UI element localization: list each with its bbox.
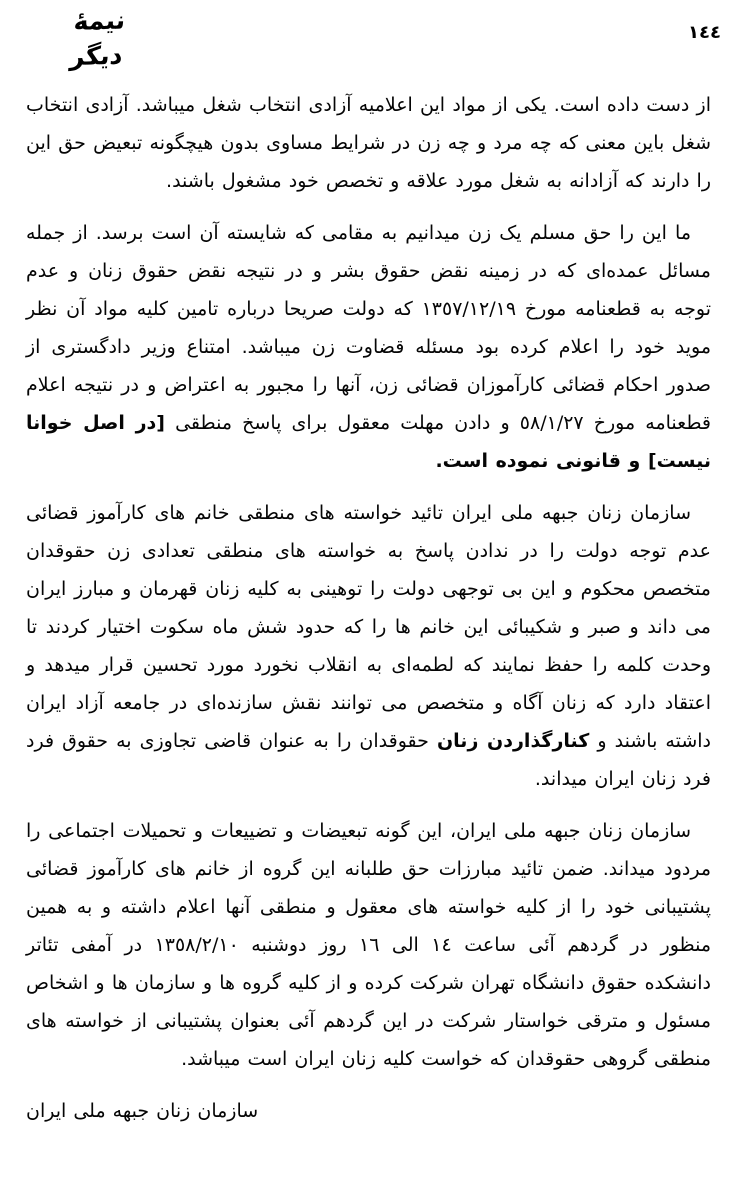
signature-line: سازمان زنان جبهه ملی ایران xyxy=(26,1100,259,1122)
paragraph-employment-freedom xyxy=(26,86,711,200)
paragraph-2-bold-text: [در اصل خوانا نیست] و قانونی نموده است. xyxy=(26,412,711,472)
paragraph-1-text: از دست داده است. یکی از مواد این اعلامیه آزادی انتخاب شغل میباشد. آزادی انتخاب شغل باین معنی که چه مرد و چه زن در شرایط مساوی بدون هیچگونه تبعیض حق این را دارند که آزادانه به شغل مورد علاقه و تخصص خود مشغول باشند. xyxy=(26,94,711,192)
paragraph-gathering-announcement xyxy=(26,812,711,1078)
paragraph-judgeship-rights xyxy=(26,214,711,480)
paragraph-3-text-b: حقوقدان را به عنوان قاضی تجاوزی به حقوق فرد فرد زنان ایران میداند. xyxy=(26,730,711,790)
article-body xyxy=(26,86,711,1130)
paragraph-3-bold-text: کنارگذاردن زنان xyxy=(436,730,590,752)
journal-masthead-logo: نیمهٔ دیگر xyxy=(69,5,127,72)
paragraph-2-text: ما این را حق مسلم یک زن میدانیم به مقامی که شایسته آن است برسد. از جمله مسائل عمده‌ای که در زمینه نقض حقوق بشر و در نتیجه نقض حقوق زنان و عدم توجه به قطعنامه مورخ ١٣٥٧/١٢/١٩ که دولت صریحا درباره تامین کلیه مواد آن نظر موید خود را اعلام کرده بود مسئله قضاوت زن میباشد. امتناع وزیر دادگستری از صدور احکام قضائی کارآموزان قضائی زن، آنها را مجبور به اعتراض و در نتیجه اعلام قطعنامه مورخ ٥٨/١/٢٧ و دادن مهلت معقول برای پاسخ منطقی xyxy=(26,222,712,434)
paragraph-3-text-a: سازمان زنان جبهه ملی ایران تائید خواسته های منطقی خانم های کارآموز قضائی عدم توجه دولت را در ندادن پاسخ به خواسته های منطقی تعدادی زن حقوقدان متخصص محکوم و این بی توجهی دولت را توهینی به کلیه زنان قهرمان و مبارز ایران می داند و صبر و شکیبائی این خانم ها را که حدود شش ماه سکوت اختیار کردند تا وحدت کلمه را حفظ نمایند که لطمه‌ای به انقلاب نخورد مورد تحسین قرار میدهد و اعتقاد دارد که زنان آگاه و متخصص می توانند نقش سازنده‌ای در جامعه آزاد ایران داشته باشند و xyxy=(26,502,712,752)
paragraph-organization-support xyxy=(26,494,711,798)
paragraph-4-text: سازمان زنان جبهه ملی ایران، این گونه تبعیضات و تضییعات و تحمیلات اجتماعی را مردود میداند. ضمن تائید مبارزات حق طلبانه این گروه از خانم های کارآموز قضائی پشتیبانی خود را از کلیه خواسته های معقول و منطقی آنها اعلام داشته و به همین منظور در گردهم آئی ساعت ١٤ الی ١٦ روز دوشنبه ١٣٥٨/٢/١٠ در آمفی تئاتر دانشکده حقوق دانشگاه تهران شرکت کرده و از کلیه گروه ها و سازمان ها و اشخاص مسئول و مترقی خواستار شرکت در این گردهم آئی بعنوان پشتیبانی از خواسته های منطقی گروهی حقوقدان که خواست کلیه زنان ایران است میباشد. xyxy=(26,820,711,1070)
page-number: ١٤٤ xyxy=(688,22,721,43)
